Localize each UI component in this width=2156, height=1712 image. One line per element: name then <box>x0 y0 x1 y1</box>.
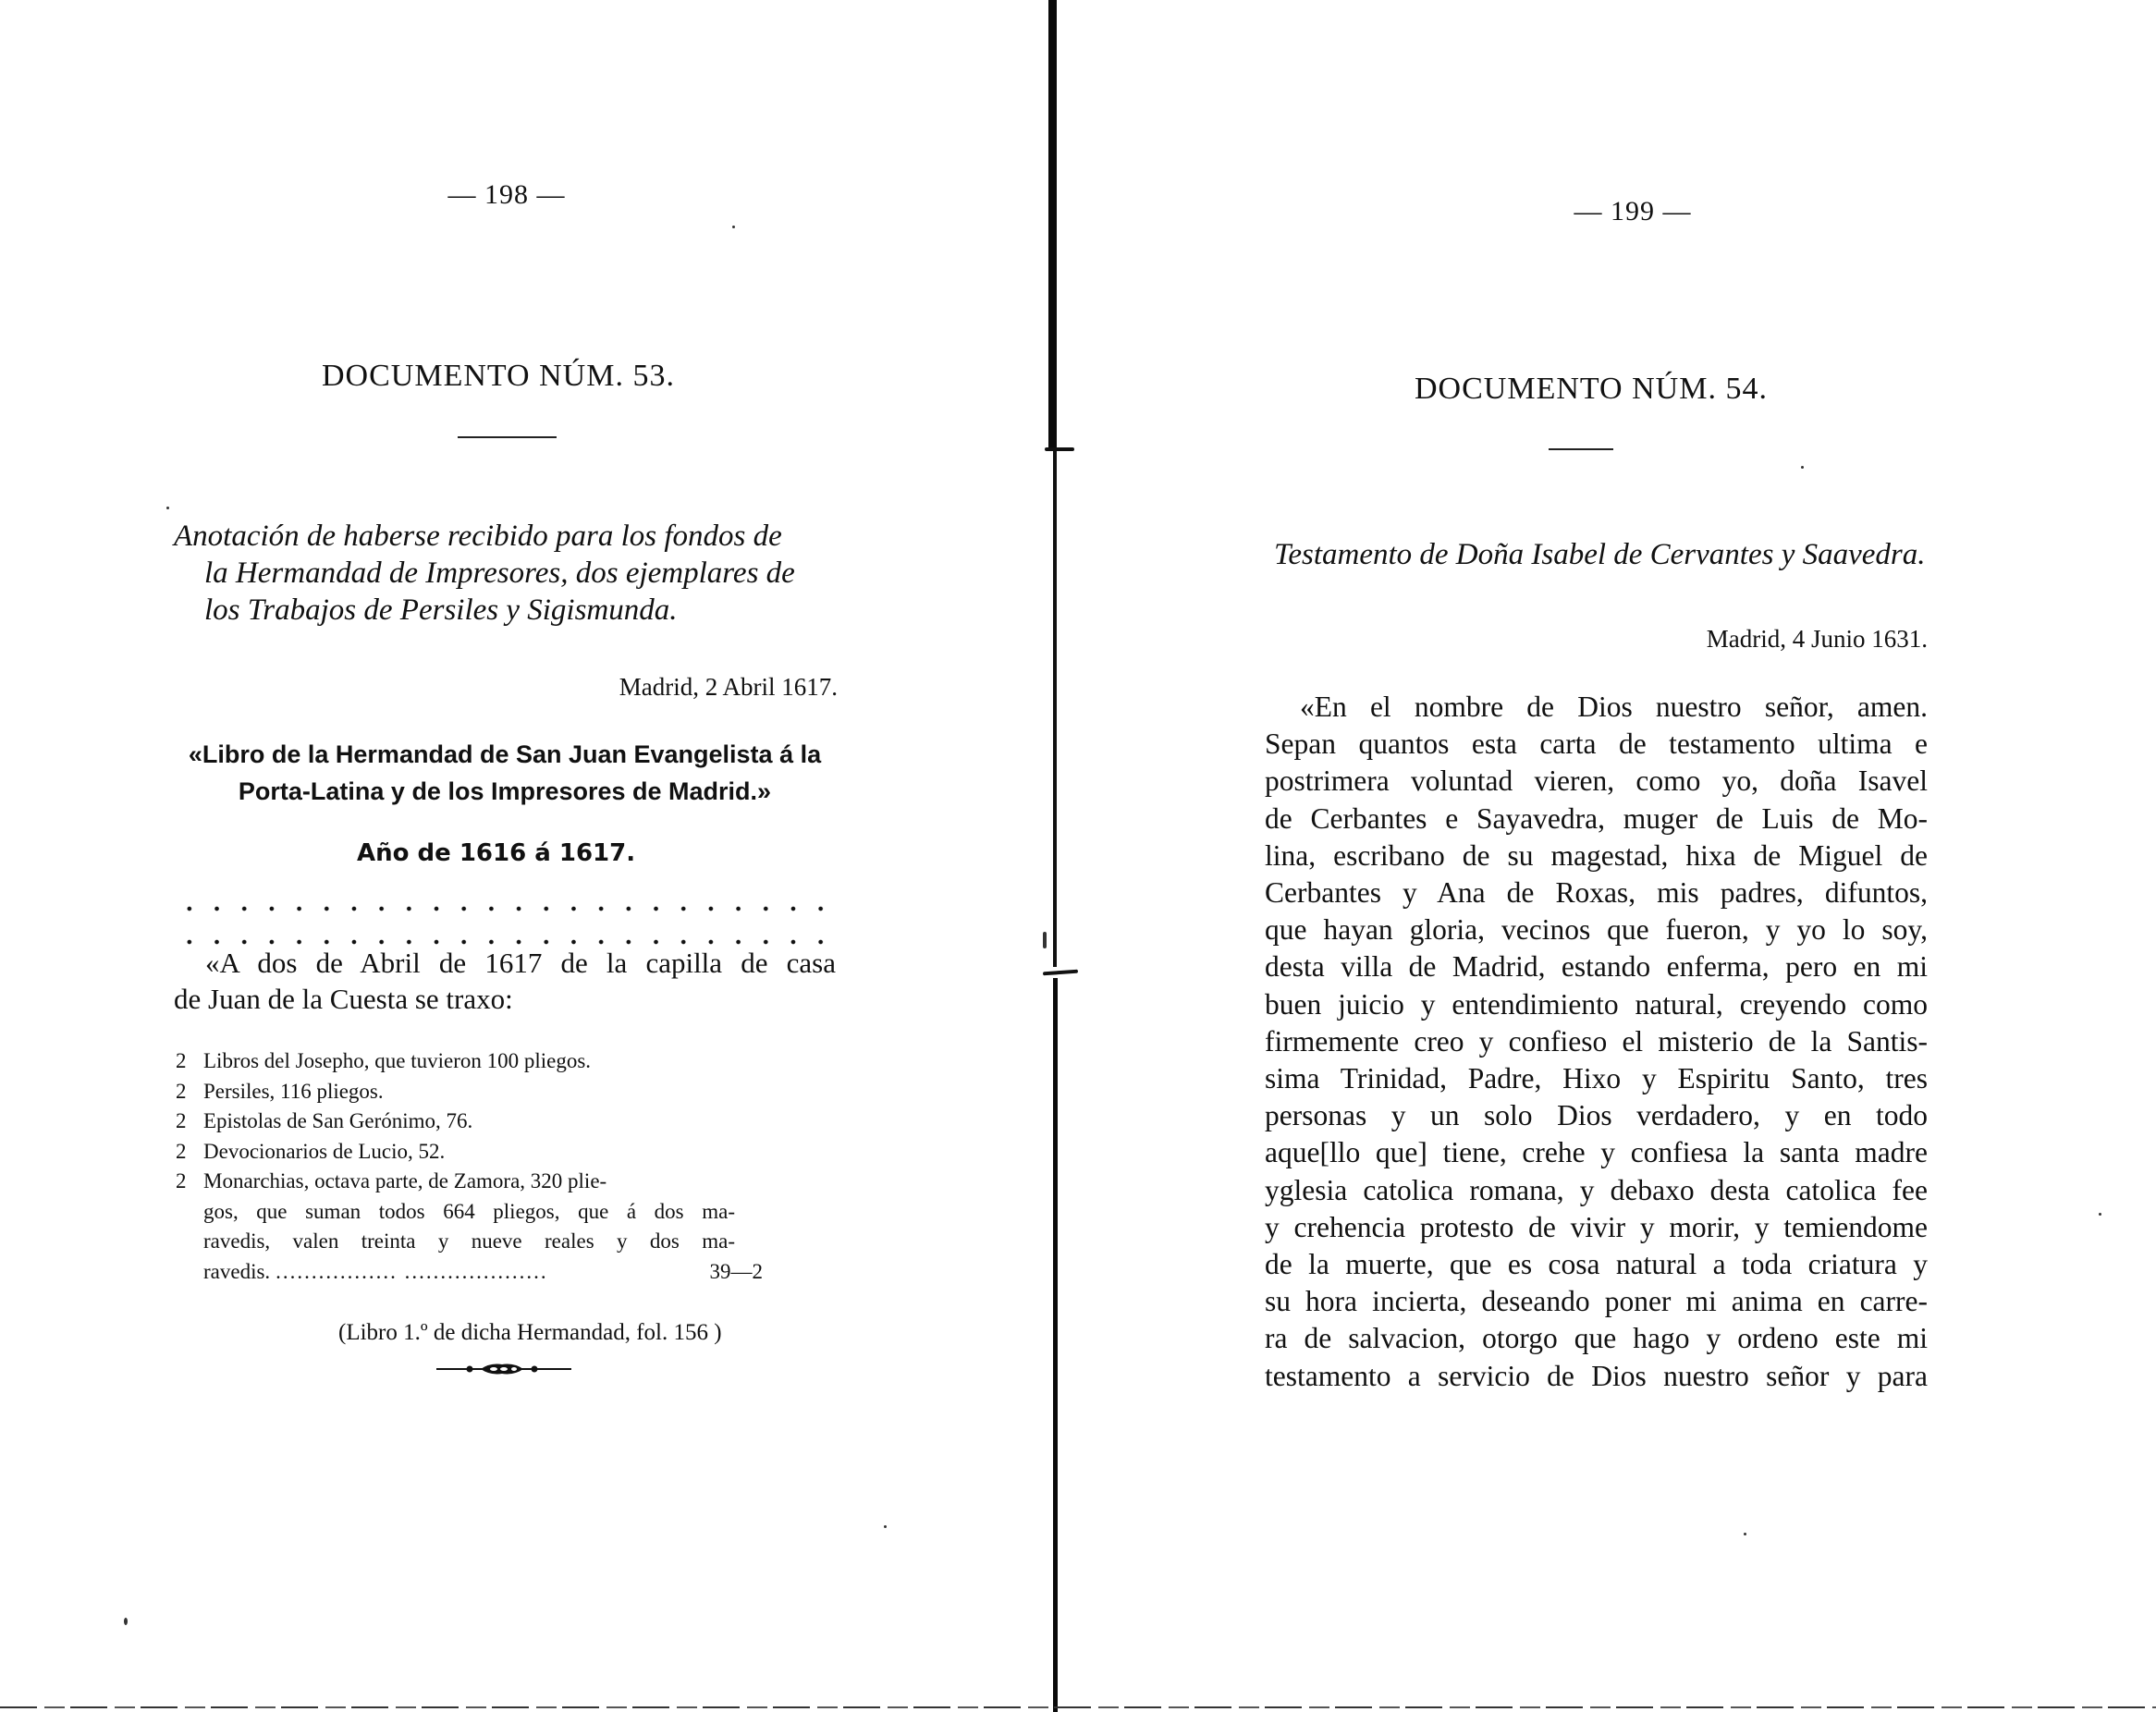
body-line: sima Trinidad, Padre, Hixo y Espiritu Santo, tres <box>1265 1062 1928 1095</box>
place-date: Madrid, 4 Junio 1631. <box>1706 625 1928 653</box>
book-title <box>172 736 838 810</box>
item-qty: 2 <box>176 1139 187 1163</box>
item-qty: 2 <box>176 1049 187 1072</box>
heading-rule <box>458 436 557 438</box>
item-text: Libros del Josepho, que tuvieron 100 pliegos. <box>203 1049 592 1072</box>
page-number: — 199 — <box>1574 196 1692 226</box>
body-line: de la muerte, que es cosa natural a toda criatura y <box>1265 1248 1928 1281</box>
body-line: personas y un solo Dios verdadero, y en todo <box>1265 1099 1928 1132</box>
body-line: y crehencia protesto de vivir y morir, y temiendome <box>1265 1210 1928 1243</box>
intro-paragraph <box>174 945 836 1017</box>
total-label: ravedis. <box>203 1259 271 1283</box>
page-number: — 198 — <box>447 179 566 210</box>
list-item <box>176 1167 763 1197</box>
item-text: Monarchias, octava parte, de Zamora, 320 plie- <box>203 1169 607 1192</box>
item-continuation: ravedis, valen treinta y nueve reales y dos ma- <box>203 1229 735 1253</box>
right-page <box>1060 0 2156 1712</box>
total-amount: 39—2 <box>709 1259 763 1283</box>
body-line: su hora incierta, deseando poner mi anima en carre- <box>1265 1285 1928 1318</box>
testament-body <box>1265 689 1928 1395</box>
list-item <box>176 1077 763 1107</box>
list-item <box>176 1137 763 1168</box>
items-list <box>176 1046 763 1287</box>
body-line: desta villa de Madrid, estando enferma, pero en mi <box>1265 950 1928 984</box>
document-title <box>1274 536 1926 573</box>
scan-speck <box>732 226 735 228</box>
intro-line: de Juan de la Cuesta se traxo: <box>174 983 513 1015</box>
total-row <box>176 1257 763 1288</box>
body-line: testamento a servicio de Dios nuestro señor y para <box>1265 1359 1928 1392</box>
left-page <box>0 0 1054 1712</box>
body-line: lina, escribano de su magestad, hixa de Miguel de <box>1265 838 1928 872</box>
document-title <box>174 518 839 629</box>
item-text: Devocionarios de Lucio, 52. <box>203 1139 446 1163</box>
body-line: aque[llo que] tiene, crehe y confiesa la santa madre <box>1265 1136 1928 1169</box>
intro-line: «A dos de Abril de 1617 de la capilla de casa <box>205 947 836 979</box>
body-line: de Cerbantes e Sayavedra, muger de Luis de Mo- <box>1265 801 1928 835</box>
heading-rule <box>1549 448 1613 450</box>
item-qty: 2 <box>176 1169 187 1192</box>
place-date: Madrid, 2 Abril 1617. <box>619 673 838 701</box>
body-line: Sepan quantos esta carta de testamento ultima e <box>1265 728 1928 761</box>
book-title-line: Porta-Latina y de los Impresores de Madrid.» <box>238 777 772 805</box>
scan-speck <box>166 507 169 509</box>
document-heading: DOCUMENTO NÚM. 54. <box>1415 372 1768 406</box>
ornament-divider-icon <box>435 1363 573 1376</box>
book-title-line: «Libro de la Hermandad de San Juan Evangelista á la <box>188 740 822 768</box>
body-line: «En el nombre de Dios nuestro señor, amen. <box>1300 691 1928 723</box>
item-qty: 2 <box>176 1109 187 1132</box>
title-line: los Trabajos de Persiles y Sigismunda. <box>204 593 678 627</box>
body-line: que hayan gloria, vecinos que fueron, y yo lo soy, <box>1265 913 1928 947</box>
body-line: ra de salvacion, otorgo que hago y ordeno este mi <box>1265 1322 1928 1355</box>
title-line: la Hermandad de Impresores, dos ejemplares de <box>204 556 795 590</box>
scan-speck <box>1744 1533 1746 1535</box>
document-heading: DOCUMENTO NÚM. 53. <box>322 359 675 393</box>
list-item <box>176 1046 763 1077</box>
ellipsis-row <box>176 906 836 911</box>
item-text: Epistolas de San Gerónimo, 76. <box>203 1109 473 1132</box>
title-line: Anotación de haberse recibido para los fondos de <box>174 520 782 553</box>
scan-speck <box>1801 466 1804 469</box>
list-item <box>176 1107 763 1137</box>
body-line: Cerbantes y Ana de Roxas, mis padres, difuntos, <box>1265 876 1928 910</box>
body-line: yglesia catolica romana, y debaxo desta catolica fee <box>1265 1173 1928 1206</box>
body-line: postrimera voluntad vieren, como yo, doña Isavel <box>1265 764 1928 798</box>
source-citation: (Libro 1.º de dicha Hermandad, fol. 156 ) <box>338 1320 722 1345</box>
scan-speck <box>884 1525 887 1528</box>
item-qty: 2 <box>176 1079 187 1103</box>
body-line: firmemente creo y confieso el misterio de la Santis- <box>1265 1024 1928 1058</box>
body-line: buen juicio y entendimiento natural, creyendo como <box>1265 987 1928 1021</box>
scan-speck <box>124 1618 128 1625</box>
year-heading: Año de 1616 á 1617. <box>357 839 636 867</box>
scan-speck <box>2099 1213 2101 1216</box>
dot-leader: ................. .................... <box>276 1259 548 1283</box>
item-text: Persiles, 116 pliegos. <box>203 1079 384 1103</box>
item-continuation: gos, que suman todos 664 pliegos, que á dos ma- <box>203 1199 735 1223</box>
title-line: Testamento de Doña Isabel de Cervantes y Saavedra. <box>1274 538 1926 571</box>
